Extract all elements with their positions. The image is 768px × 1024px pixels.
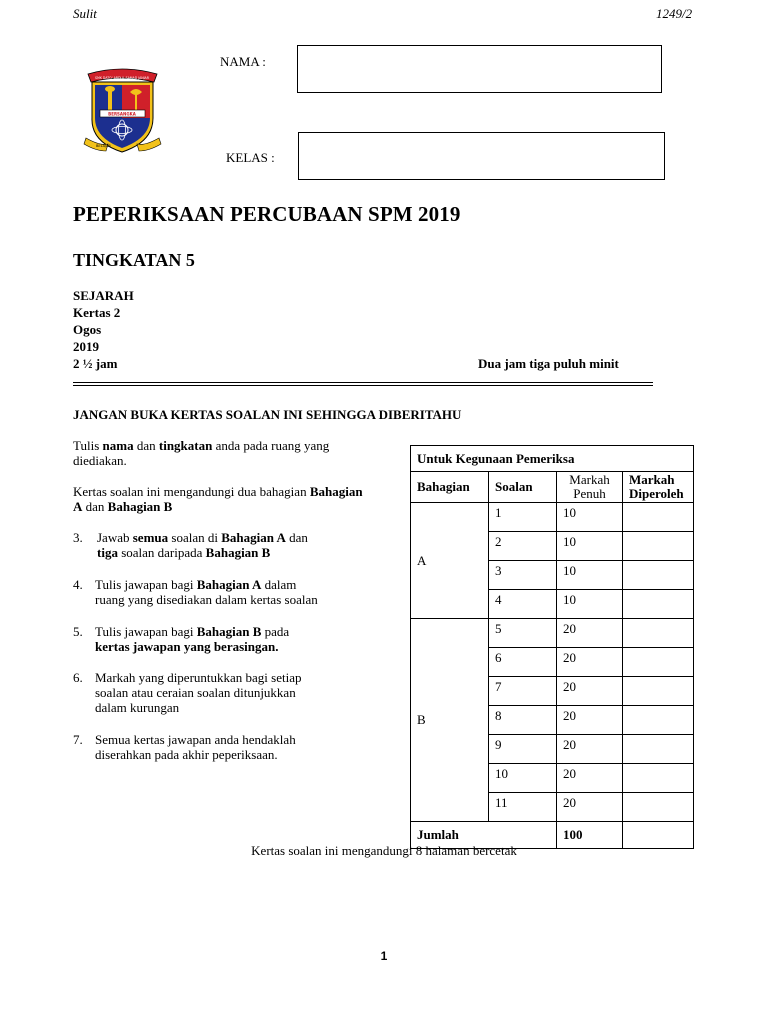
max-marks: 20: [557, 735, 623, 764]
marks-obtained-cell[interactable]: [623, 561, 694, 590]
text: Jawab: [97, 530, 133, 545]
page-count-note: Kertas soalan ini mengandungi 8 halaman bercetak: [251, 843, 517, 858]
nama-field[interactable]: [297, 45, 662, 93]
text-bold: nama: [102, 438, 134, 453]
svg-text:BELAJAR: BELAJAR: [96, 144, 111, 148]
text: dan: [285, 530, 308, 545]
instruction-6: [73, 670, 373, 715]
svg-text:SMK DATO' ABDUL SAMAD JANJAR: SMK DATO' ABDUL SAMAD JANJAR: [95, 76, 149, 80]
marks-obtained-cell[interactable]: [623, 735, 694, 764]
text: Markah: [629, 472, 675, 487]
question-number: 11: [489, 793, 557, 822]
table-title: Untuk Kegunaan Pemeriksa: [411, 446, 694, 472]
table-title-row: [411, 446, 694, 472]
text-bold: Bahagian A: [221, 530, 286, 545]
instruction-5: [73, 624, 373, 654]
total-max-marks: 100: [557, 822, 623, 849]
question-number: 5: [489, 619, 557, 648]
question-number: 4: [489, 590, 557, 619]
text: Kertas soalan ini mengandungi dua bahagian: [73, 484, 310, 499]
form-level: TINGKATAN 5: [73, 250, 195, 270]
text-bold: Bahagian A: [196, 577, 262, 592]
max-marks: 20: [557, 764, 623, 793]
divider-2: [73, 385, 653, 386]
text-bold: semua: [132, 530, 169, 545]
question-number: 2: [489, 532, 557, 561]
marks-obtained-cell[interactable]: [623, 619, 694, 648]
item-number: 3.: [73, 530, 83, 545]
duration: 2 ½ jam: [73, 356, 118, 371]
text: anda pada ruang yang diediakan.: [73, 438, 330, 468]
text: Penuh: [573, 486, 606, 501]
text: Markah yang diperuntukkan bagi setiap: [95, 670, 302, 685]
header-section: Bahagian: [411, 472, 489, 503]
text: soalan daripada: [117, 545, 206, 560]
marks-obtained-cell[interactable]: [623, 532, 694, 561]
text-bold: tiga: [97, 545, 118, 560]
table-row: [411, 503, 694, 532]
table-row: [411, 619, 694, 648]
max-marks: 20: [557, 706, 623, 735]
table-header-row: [411, 472, 694, 503]
text-bold: Bahagian A: [73, 484, 363, 514]
year: 2019: [73, 339, 99, 354]
max-marks: 20: [557, 619, 623, 648]
page-number: 1: [380, 949, 388, 963]
max-marks: 20: [557, 793, 623, 822]
svg-text:BERSANGKA: BERSANGKA: [108, 111, 136, 117]
max-marks: 20: [557, 648, 623, 677]
header-marks-obtained: [623, 472, 694, 503]
instruction-4: [73, 577, 373, 607]
month: Ogos: [73, 322, 102, 337]
marks-obtained-cell[interactable]: [623, 503, 694, 532]
text-bold: Bahagian B: [205, 545, 271, 560]
school-crest-icon: [80, 66, 165, 158]
total-label: Jumlah: [411, 822, 557, 849]
marks-obtained-cell[interactable]: [623, 793, 694, 822]
text: Tulis jawapan bagi: [95, 577, 197, 592]
warning-text: JANGAN BUKA KERTAS SOALAN INI SEHINGGA DIBERITAHU: [73, 407, 462, 422]
max-marks: 10: [557, 561, 623, 590]
text: dan: [82, 499, 108, 514]
question-number: 7: [489, 677, 557, 706]
subject: SEJARAH: [73, 288, 134, 303]
question-number: 9: [489, 735, 557, 764]
nama-label: NAMA :: [220, 54, 266, 69]
item-number: 7.: [73, 732, 83, 747]
max-marks: 10: [557, 590, 623, 619]
text-bold: Bahagian B: [196, 624, 262, 639]
header-max-marks: [557, 472, 623, 503]
kelas-field[interactable]: [298, 132, 665, 180]
question-number: 1: [489, 503, 557, 532]
exam-title: PEPERIKSAAN PERCUBAAN SPM 2019: [73, 202, 461, 226]
text-bold: tingkatan: [158, 438, 213, 453]
question-number: 6: [489, 648, 557, 677]
text: dalam: [261, 577, 297, 592]
text: soalan di: [168, 530, 222, 545]
header-code: 1249/2: [656, 6, 693, 21]
text: Diperoleh: [629, 486, 684, 501]
text: pada: [261, 624, 290, 639]
examiner-marks-table: [410, 445, 694, 849]
instruction-3: [73, 530, 373, 560]
header-sulit: Sulit: [73, 6, 97, 21]
max-marks: 10: [557, 532, 623, 561]
text-bold: Bahagian B: [107, 499, 173, 514]
text: dalam kurungan: [95, 700, 180, 715]
text: Semua kertas jawapan anda hendaklah: [95, 732, 296, 747]
marks-obtained-cell[interactable]: [623, 706, 694, 735]
text: Tulis jawapan bagi: [95, 624, 197, 639]
instruction-1: [73, 438, 373, 468]
question-number: 3: [489, 561, 557, 590]
marks-obtained-cell[interactable]: [623, 648, 694, 677]
text: ruang yang disediakan dalam kertas soalan: [95, 592, 318, 607]
paper: Kertas 2: [73, 305, 121, 320]
marks-obtained-cell[interactable]: [623, 590, 694, 619]
item-number: 5.: [73, 624, 83, 639]
marks-obtained-cell[interactable]: [623, 764, 694, 793]
text: soalan atau ceraian soalan ditunjukkan: [95, 685, 296, 700]
item-number: 4.: [73, 577, 83, 592]
kelas-label: KELAS :: [226, 150, 275, 165]
max-marks: 10: [557, 503, 623, 532]
text: Markah: [569, 472, 610, 487]
instruction-7: [73, 732, 373, 762]
text: Tulis: [73, 438, 103, 453]
instruction-2: [73, 484, 373, 514]
duration-words: Dua jam tiga puluh minit: [478, 356, 619, 371]
section-a-cell: A: [411, 503, 489, 619]
text-bold: kertas jawapan yang berasingan.: [95, 639, 279, 654]
exam-meta: [73, 287, 134, 372]
max-marks: 20: [557, 677, 623, 706]
text: dan: [133, 438, 159, 453]
section-b-cell: B: [411, 619, 489, 822]
question-number: 10: [489, 764, 557, 793]
item-number: 6.: [73, 670, 83, 685]
header-question: Soalan: [489, 472, 557, 503]
text: diserahkan pada akhir peperiksaan.: [95, 747, 278, 762]
question-number: 8: [489, 706, 557, 735]
marks-obtained-cell[interactable]: [623, 677, 694, 706]
divider: [73, 382, 653, 383]
